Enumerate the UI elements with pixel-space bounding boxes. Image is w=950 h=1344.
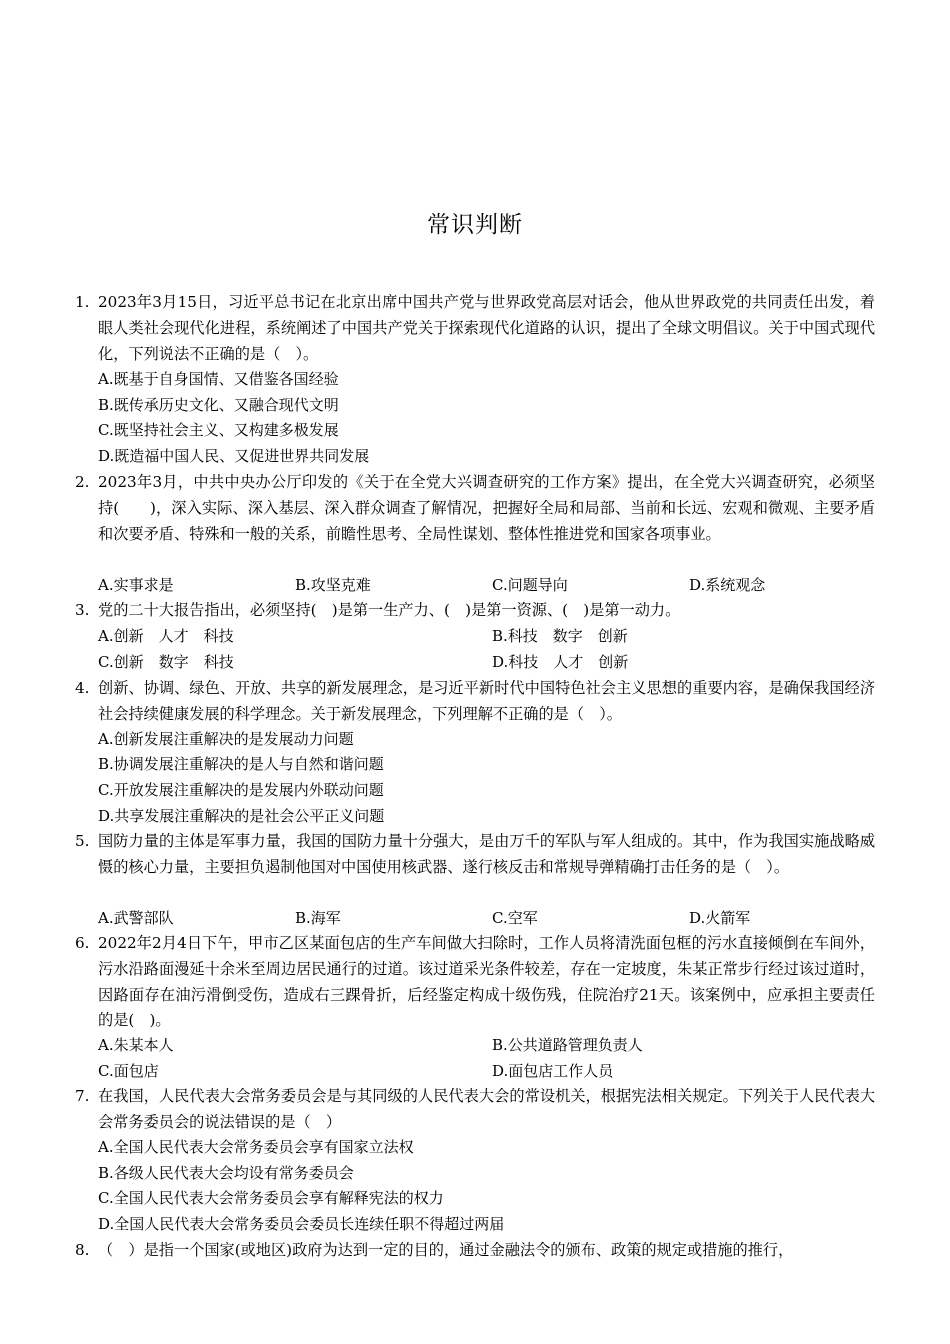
option-a[interactable]: A.朱某本人 bbox=[98, 1036, 174, 1054]
option-c[interactable]: C.问题导向 bbox=[492, 576, 568, 594]
option-c[interactable]: C.既坚持社会主义、又构建多极发展 bbox=[98, 421, 339, 439]
option-c[interactable]: C.开放发展注重解决的是发展内外联动问题 bbox=[98, 781, 384, 799]
option-d[interactable]: D.系统观念 bbox=[689, 576, 766, 594]
option-c[interactable]: C.全国人民代表大会常务委员会享有解释宪法的权力 bbox=[98, 1189, 444, 1207]
question-number: 8. bbox=[75, 1241, 90, 1259]
question-number: 3. bbox=[75, 601, 90, 619]
option-b[interactable]: B.海军 bbox=[295, 909, 341, 927]
question-text: 国防力量的主体是军事力量，我国的国防力量十分强大，是由万千的军队与军人组成的。其中，作为我国实施战略威慑的核心力量，主要担负遏制他国对中国使用核武器、遂行核反击和常规导弹精确打击任务的是（ ）。 bbox=[98, 832, 875, 876]
option-d[interactable]: D.全国人民代表大会常务委员会委员长连续任职不得超过两届 bbox=[98, 1215, 505, 1233]
option-b[interactable]: B.公共道路管理负责人 bbox=[492, 1036, 643, 1054]
question-5 bbox=[75, 829, 875, 881]
option-c[interactable]: C.空军 bbox=[492, 909, 538, 927]
option-b[interactable]: B.攻坚克难 bbox=[295, 576, 371, 594]
question-3 bbox=[75, 598, 875, 624]
option-d[interactable]: D.科技 人才 创新 bbox=[492, 653, 629, 671]
option-a[interactable]: A.既基于自身国情、又借鉴各国经验 bbox=[98, 370, 339, 388]
option-d[interactable]: D.火箭军 bbox=[689, 909, 751, 927]
option-b[interactable]: B.各级人民代表大会均设有常务委员会 bbox=[98, 1164, 354, 1182]
question-text: 党的二十大报告指出，必须坚持( )是第一生产力、( )是第一资源、( )是第一动力。 bbox=[98, 601, 681, 619]
question-number: 4. bbox=[75, 679, 90, 697]
option-a[interactable]: A.创新发展注重解决的是发展动力问题 bbox=[98, 730, 354, 748]
option-d[interactable]: D.共享发展注重解决的是社会公平正义问题 bbox=[98, 807, 385, 825]
option-a[interactable]: A.全国人民代表大会常务委员会享有国家立法权 bbox=[98, 1138, 414, 1156]
question-4 bbox=[75, 676, 875, 728]
question-text: 2023年3月15日，习近平总书记在北京出席中国共产党与世界政党高层对话会，他从世界政党的共同责任出发，着眼人类社会现代化进程，系统阐述了中国共产党关于探索现代化道路的认识，提出了全球文明倡议。关于中国式现代化，下列说法不正确的是（ ）。 bbox=[98, 293, 875, 363]
question-8 bbox=[75, 1238, 875, 1264]
option-b[interactable]: B.既传承历史文化、又融合现代文明 bbox=[98, 396, 339, 414]
option-a[interactable]: A.创新 人才 科技 bbox=[98, 627, 234, 645]
question-number: 7. bbox=[75, 1087, 90, 1105]
question-text: 2022年2月4日下午，甲市乙区某面包店的生产车间做大扫除时，工作人员将清洗面包框的污水直接倾倒在车间外，污水沿路面漫延十余米至周边居民通行的过道。该过道采光条件较差，存在一定坡度，朱某正常步行经过该过道时，因路面存在油污滑倒受伤，造成右三踝骨折，后经鉴定构成十级伤残，住院治疗21天。该案例中，应承担主要责任的是( )。 bbox=[98, 934, 875, 1030]
option-c[interactable]: C.面包店 bbox=[98, 1062, 159, 1080]
question-text: 2023年3月，中共中央办公厅印发的《关于在全党大兴调查研究的工作方案》提出，在全党大兴调查研究，必须坚持( )，深入实际、深入基层、深入群众调查了解情况，把握好全局和局部、当前和长远、宏观和微观、主要矛盾和次要矛盾、特殊和一般的关系，前瞻性思考、全局性谋划、整体性推进党和国家各项事业。 bbox=[98, 473, 875, 543]
option-b[interactable]: B.协调发展注重解决的是人与自然和谐问题 bbox=[98, 755, 384, 773]
option-a[interactable]: A.实事求是 bbox=[98, 576, 174, 594]
question-1 bbox=[75, 290, 875, 367]
question-text: （ ）是指一个国家(或地区)政府为达到一定的目的，通过金融法令的颁布、政策的规定或措施的推行， bbox=[98, 1241, 794, 1259]
question-7 bbox=[75, 1084, 875, 1136]
question-number: 1. bbox=[75, 293, 90, 311]
question-number: 6. bbox=[75, 934, 90, 952]
option-d[interactable]: D.面包店工作人员 bbox=[492, 1062, 614, 1080]
option-c[interactable]: C.创新 数字 科技 bbox=[98, 653, 234, 671]
option-d[interactable]: D.既造福中国人民、又促进世界共同发展 bbox=[98, 447, 370, 465]
question-2 bbox=[75, 470, 875, 547]
question-number: 5. bbox=[75, 832, 90, 850]
question-number: 2. bbox=[75, 473, 90, 491]
question-text: 创新、协调、绿色、开放、共享的新发展理念，是习近平新时代中国特色社会主义思想的重要内容，是确保我国经济社会持续健康发展的科学理念。关于新发展理念，下列理解不正确的是（ ）。 bbox=[98, 679, 875, 723]
option-a[interactable]: A.武警部队 bbox=[98, 909, 174, 927]
question-6 bbox=[75, 931, 875, 1034]
question-text: 在我国，人民代表大会常务委员会是与其同级的人民代表大会的常设机关，根据宪法相关规定。下列关于人民代表大会常务委员会的说法错误的是（ ） bbox=[98, 1087, 875, 1131]
option-b[interactable]: B.科技 数字 创新 bbox=[492, 627, 628, 645]
page-title: 常识判断 bbox=[427, 212, 523, 238]
